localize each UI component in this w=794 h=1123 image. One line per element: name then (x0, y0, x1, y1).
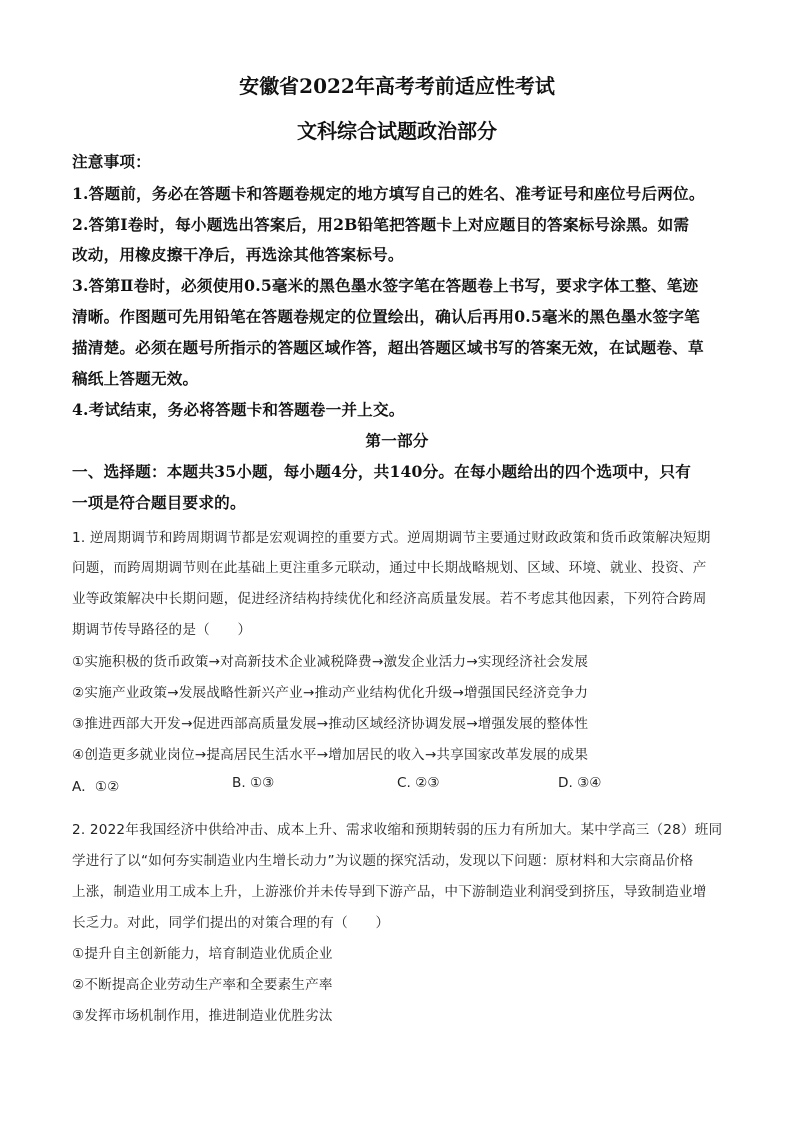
statement: ①提升自主创新能力，培育制造业优质企业 (72, 946, 333, 962)
question-stem-line: 学进行了以“如何夯实制造业内生增长动力”为议题的探究活动，发现以下问题：原材料和大宗商品价格 (72, 853, 694, 869)
part-title: 第一部分 (365, 431, 429, 450)
question-stem-line: 问题，而跨周期调节则在此基础上更注重多元联动，通过中长期战略规划、区域、环境、就业、投资、产 (72, 560, 707, 576)
question-stem-line: 2. 2022年我国经济中供给冲击、成本上升、需求收缩和预期转弱的压力有所加大。某中学高三（28）班同 (72, 822, 723, 838)
statement: ①实施积极的货币政策→对高新技术企业减税降费→激发企业活力→实现经济社会发展 (72, 654, 589, 670)
notice-line: 描清楚。必须在题号所指示的答题区域作答，超出答题区域书写的答案无效，在试题卷、草 (72, 338, 704, 357)
notice-line: 3.答第Ⅱ卷时，必须使用0.5毫米的黑色墨水签字笔在答题卷上书写，要求字体工整、笔迹 (72, 276, 699, 295)
statement: ②不断提高企业劳动生产率和全要素生产率 (72, 977, 333, 993)
notice-line: 改动，用橡皮擦干净后，再选涂其他答案标号。 (72, 245, 404, 264)
question-stem-line: 业等政策解决中长期问题，促进经济结构持续优化和经济高质量发展。若不考虑其他因素，下列符合跨周 (72, 591, 707, 607)
question-stem-line: 1. 逆周期调节和跨周期调节都是宏观调控的重要方式。逆周期调节主要通过财政政策和货币政策解决短期 (72, 530, 711, 546)
notice-line: 稿纸上答题无效。 (72, 369, 199, 388)
notice-line: 2.答第Ⅰ卷时，每小题选出答案后，用2B铅笔把答题卡上对应题目的答案标号涂黑。如需 (72, 215, 690, 234)
statement: ②实施产业政策→发展战略性新兴产业→推动产业结构优化升级→增强国民经济竞争力 (72, 685, 589, 701)
statement: ④创造更多就业岗位→提高居民生活水平→增加居民的收入→共享国家改革发展的成果 (72, 747, 589, 763)
option-a: A．①② (72, 779, 120, 795)
option-d: D. ③④ (558, 775, 602, 791)
statement: ③推进西部大开发→促进西部高质量发展→推动区域经济协调发展→增强发展的整体性 (72, 716, 589, 732)
notice-line: 1.答题前，务必在答题卡和答题卷规定的地方填写自己的姓名、准考证号和座位号后两位。 (72, 184, 705, 203)
option-c: C. ②③ (397, 775, 440, 791)
question-stem-line: 长乏力。对此，同学们提出的对策合理的有（ ） (72, 915, 390, 931)
question-stem-line: 上涨，制造业用工成本上升，上游涨价并未传导到下游产品，中下游制造业利润受到挤压，导致制造业增 (72, 884, 707, 900)
statement: ③发挥市场机制作用，推进制造业优胜劣汰 (72, 1008, 333, 1024)
exam-subtitle: 文科综合试题政治部分 (297, 119, 497, 143)
notice-line: 4.考试结束，务必将答题卡和答题卷一并上交。 (72, 400, 405, 419)
notice-heading: 注意事项： (72, 152, 151, 171)
option-b: B. ①③ (232, 775, 275, 791)
section-instruction: 一、选择题：本题共35小题，每小题4分，共140分。在每小题给出的四个选项中，只有 (72, 462, 692, 481)
section-instruction: 一项是符合题目要求的。 (72, 493, 246, 512)
exam-title: 安徽省2022年高考考前适应性考试 (239, 74, 555, 98)
question-stem-line: 期调节传导路径的是（ ） (72, 622, 252, 638)
notice-line: 清晰。作图题可先用铅笔在答题卷规定的位置绘出，确认后再用0.5毫米的黑色墨水签字笔 (72, 307, 700, 326)
